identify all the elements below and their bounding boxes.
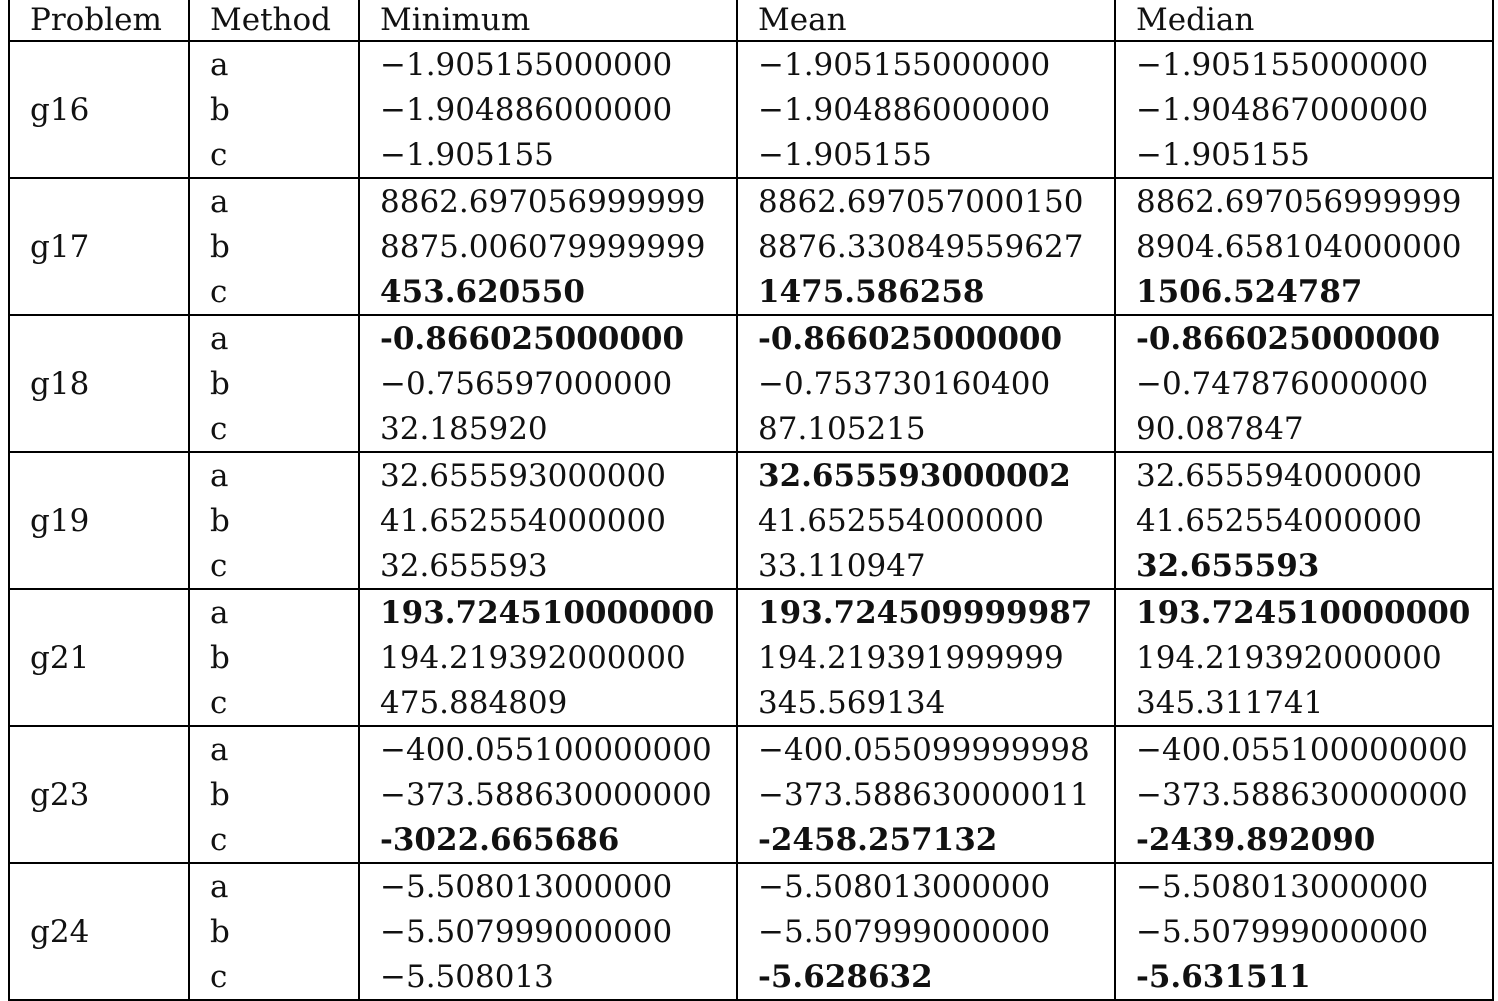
minimum-cell: 41.652554000000 [359,498,737,543]
mean-cell: −1.904886000000 [737,87,1115,132]
problem-cell: g19 [9,452,189,589]
table-row [9,909,1493,954]
minimum-cell: 32.185920 [359,406,737,452]
median-cell: −373.588630000000 [1115,772,1493,817]
table-row [9,406,1493,452]
mean-cell: −373.588630000011 [737,772,1115,817]
table-row [9,954,1493,1000]
mean-cell: −1.905155000000 [737,41,1115,87]
mean-cell: 345.569134 [737,680,1115,726]
minimum-cell: 8862.697056999999 [359,178,737,224]
header-problem: Problem [9,0,189,41]
mean-cell: −400.055099999998 [737,726,1115,772]
mean-cell: −1.905155 [737,132,1115,178]
median-cell: −1.905155 [1115,132,1493,178]
table-row [9,315,1493,361]
table-row [9,589,1493,635]
method-cell: b [189,361,359,406]
median-cell: 345.311741 [1115,680,1493,726]
median-cell: 8904.658104000000 [1115,224,1493,269]
table-row [9,178,1493,224]
header-row [9,0,1493,41]
median-cell: −400.055100000000 [1115,726,1493,772]
mean-cell: -0.866025000000 [737,315,1115,361]
header-minimum: Minimum [359,0,737,41]
problem-cell: g16 [9,41,189,178]
minimum-cell: 194.219392000000 [359,635,737,680]
header-median: Median [1115,0,1493,41]
minimum-cell: 32.655593000000 [359,452,737,498]
median-cell: -0.866025000000 [1115,315,1493,361]
minimum-cell: −5.507999000000 [359,909,737,954]
problem-cell: g21 [9,589,189,726]
median-cell: 32.655594000000 [1115,452,1493,498]
mean-cell: 87.105215 [737,406,1115,452]
mean-cell: 194.219391999999 [737,635,1115,680]
minimum-cell: 8875.006079999999 [359,224,737,269]
method-cell: c [189,406,359,452]
table-row [9,635,1493,680]
table-row [9,452,1493,498]
problem-cell: g17 [9,178,189,315]
mean-cell: −5.508013000000 [737,863,1115,909]
table-row [9,863,1493,909]
median-cell: 193.724510000000 [1115,589,1493,635]
median-cell: -5.631511 [1115,954,1493,1000]
method-cell: c [189,269,359,315]
median-cell: 1506.524787 [1115,269,1493,315]
mean-cell: 8876.330849559627 [737,224,1115,269]
minimum-cell: -0.866025000000 [359,315,737,361]
header-mean: Mean [737,0,1115,41]
table-row [9,269,1493,315]
method-cell: a [189,178,359,224]
method-cell: a [189,452,359,498]
mean-cell: 8862.697057000150 [737,178,1115,224]
results-table-container [8,0,1494,1001]
method-cell: c [189,543,359,589]
method-cell: c [189,680,359,726]
minimum-cell: 453.620550 [359,269,737,315]
method-cell: b [189,87,359,132]
problem-cell: g23 [9,726,189,863]
median-cell: −5.507999000000 [1115,909,1493,954]
median-cell: −0.747876000000 [1115,361,1493,406]
results-table [8,0,1494,1001]
table-row [9,543,1493,589]
minimum-cell: −1.905155000000 [359,41,737,87]
mean-cell: -5.628632 [737,954,1115,1000]
method-cell: a [189,41,359,87]
mean-cell: 1475.586258 [737,269,1115,315]
median-cell: 90.087847 [1115,406,1493,452]
minimum-cell: −5.508013 [359,954,737,1000]
table-row [9,132,1493,178]
table-row [9,361,1493,406]
method-cell: b [189,224,359,269]
method-cell: b [189,498,359,543]
median-cell: −1.904867000000 [1115,87,1493,132]
median-cell: −1.905155000000 [1115,41,1493,87]
mean-cell: 41.652554000000 [737,498,1115,543]
mean-cell: −0.753730160400 [737,361,1115,406]
table-row [9,726,1493,772]
minimum-cell: −0.756597000000 [359,361,737,406]
table-row [9,224,1493,269]
minimum-cell: −1.904886000000 [359,87,737,132]
median-cell: 194.219392000000 [1115,635,1493,680]
table-row [9,772,1493,817]
method-cell: a [189,726,359,772]
table-body [9,41,1493,1000]
median-cell: 8862.697056999999 [1115,178,1493,224]
minimum-cell: -3022.665686 [359,817,737,863]
problem-cell: g18 [9,315,189,452]
table-row [9,680,1493,726]
method-cell: b [189,909,359,954]
median-cell: 32.655593 [1115,543,1493,589]
mean-cell: 193.724509999987 [737,589,1115,635]
method-cell: a [189,315,359,361]
method-cell: b [189,635,359,680]
table-row [9,41,1493,87]
mean-cell: 32.655593000002 [737,452,1115,498]
mean-cell: −5.507999000000 [737,909,1115,954]
minimum-cell: −5.508013000000 [359,863,737,909]
method-cell: b [189,772,359,817]
table-row [9,498,1493,543]
minimum-cell: −1.905155 [359,132,737,178]
minimum-cell: 193.724510000000 [359,589,737,635]
mean-cell: 33.110947 [737,543,1115,589]
minimum-cell: −373.588630000000 [359,772,737,817]
median-cell: -2439.892090 [1115,817,1493,863]
mean-cell: -2458.257132 [737,817,1115,863]
table-row [9,817,1493,863]
header-method: Method [189,0,359,41]
problem-cell: g24 [9,863,189,1000]
method-cell: a [189,863,359,909]
method-cell: a [189,589,359,635]
minimum-cell: −400.055100000000 [359,726,737,772]
method-cell: c [189,954,359,1000]
minimum-cell: 32.655593 [359,543,737,589]
method-cell: c [189,132,359,178]
table-row [9,87,1493,132]
method-cell: c [189,817,359,863]
median-cell: 41.652554000000 [1115,498,1493,543]
median-cell: −5.508013000000 [1115,863,1493,909]
minimum-cell: 475.884809 [359,680,737,726]
